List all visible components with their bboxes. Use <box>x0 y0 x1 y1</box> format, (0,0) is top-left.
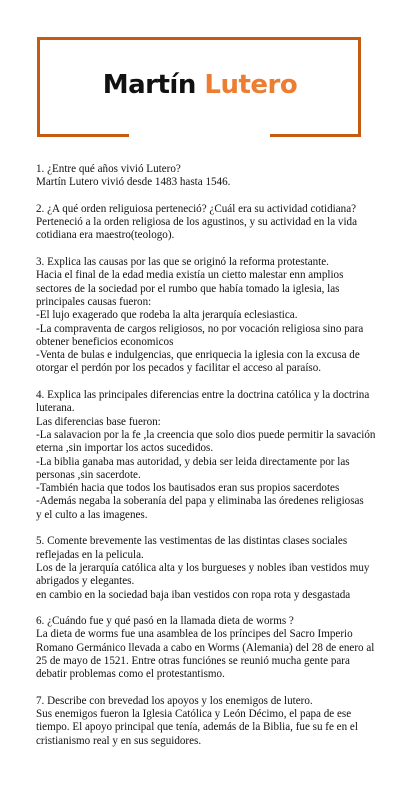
question-text: 3. Explica las causas por las que se originó la reforma protestante. <box>36 256 329 269</box>
question-block <box>36 615 375 681</box>
question-block <box>36 535 371 601</box>
answer-line: en cambio en la sociedad baja iban vestidos con ropa rota y desgastada <box>36 588 351 601</box>
answer-line: abrigados y elegantes. <box>36 575 135 588</box>
answer-line: personas ,sin sacerdote. <box>36 468 141 481</box>
question-text: 1. ¿Entre qué años vivió Lutero? <box>36 163 181 175</box>
answer-line: reflejadas en la pelicula. <box>36 548 144 561</box>
answer-line: -La compraventa de cargos religiosos, no por vocación religiosa sino para <box>36 322 364 335</box>
answer-line: -El lujo exagerado que rodeba la alta jerarquía eclesiastica. <box>36 309 298 322</box>
question-text: 5. Comente brevemente las vestimentas de las distintas clases sociales <box>36 535 348 548</box>
answer-line: -Además negaba la soberanía del papa y eliminaba las óredenes religiosas <box>36 495 364 508</box>
title-first-name: Martín <box>102 70 196 100</box>
page-title <box>0 70 400 100</box>
answer-line: cristianismo real y en sus seguidores. <box>36 734 202 747</box>
question-text: 2. ¿A qué orden religuiosa perteneció? ¿Cuál era su actividad cotidiana? <box>36 202 357 215</box>
question-block <box>36 389 376 522</box>
answer-line: -La salavacion por la fe ,la creencia que solo dios puede permitir la savación <box>36 428 376 441</box>
answer-line: eterna ,sin importar los actos sucedidos. <box>36 442 214 455</box>
answer-line: Perteneció a la orden religiosa de los agustinos, y su actividad en la vida <box>36 216 358 229</box>
question-block <box>36 256 371 376</box>
answer-line: La dieta de worms fue una asamblea de los príncipes del Sacro Imperio <box>36 628 353 641</box>
questions-content <box>36 163 376 761</box>
question-block <box>36 695 371 748</box>
answer-line: tiempo. El apoyo principal que tenía, además de la Biblia, fue su fe en el <box>36 721 358 734</box>
answer-line: Los de la jerarquía católica alta y los burgueses y nobles iban vestidos muy <box>36 561 370 574</box>
answer-line: luterana. <box>36 402 75 415</box>
title-frame-bottom-right <box>270 134 361 137</box>
answer-line: otorgar el perdón por los pecados y facilitar el acceso al paraíso. <box>36 362 322 375</box>
answer-line: Sus enemigos fueron la Iglesia Católica y León Décimo, el papa de ese <box>36 708 352 721</box>
answer-line: Hacia el final de la edad media existía un cietto malestar enn amplios <box>36 269 344 282</box>
answer-line: obtener beneficios economicos <box>36 335 174 348</box>
title-last-name: Lutero <box>204 70 298 100</box>
question-block <box>36 203 371 243</box>
answer-line: principales causas fueron: <box>36 295 152 308</box>
answer-line: Martín Lutero vivió desde 1483 hasta 1546. <box>36 176 231 189</box>
answer-line: -Venta de bulas e indulgencias, que enriquecia la iglesia con la excusa de <box>36 349 360 362</box>
answer-line: Las diferencias base fueron: <box>36 415 161 428</box>
title-frame-bottom-left <box>37 134 129 137</box>
question-text: 7. Describe con brevedad los apoyos y los enemigos de lutero. <box>36 694 313 707</box>
answer-line: 25 de mayo de 1521. Entre otras funciónes se reunió mucha gente para <box>36 654 350 667</box>
answer-line: -También hacia que todos los bautisados eran sus propios sacerdotes <box>36 482 340 495</box>
answer-line: cotidiana era maestro(teologo). <box>36 229 175 242</box>
answer-line: -La biblia ganaba mas autoridad, y debia ser leida directamente por las <box>36 455 350 468</box>
question-block <box>36 163 371 190</box>
question-text: 4. Explica las principales diferencias entre la doctrina católica y la doctrina <box>36 389 370 402</box>
question-text: 6. ¿Cuándo fue y qué pasó en la llamada dieta de worms ? <box>36 615 294 628</box>
answer-line: y el culto a las imagenes. <box>36 508 148 521</box>
answer-line: debatir problemas como el protestantismo. <box>36 668 225 681</box>
answer-line: Romano Germánico llevada a cabo en Worms (Alemania) del 28 de enero al <box>36 641 375 654</box>
answer-line: sectores de la sociedad por el rumbo que había tomado la iglesia, las <box>36 282 340 295</box>
